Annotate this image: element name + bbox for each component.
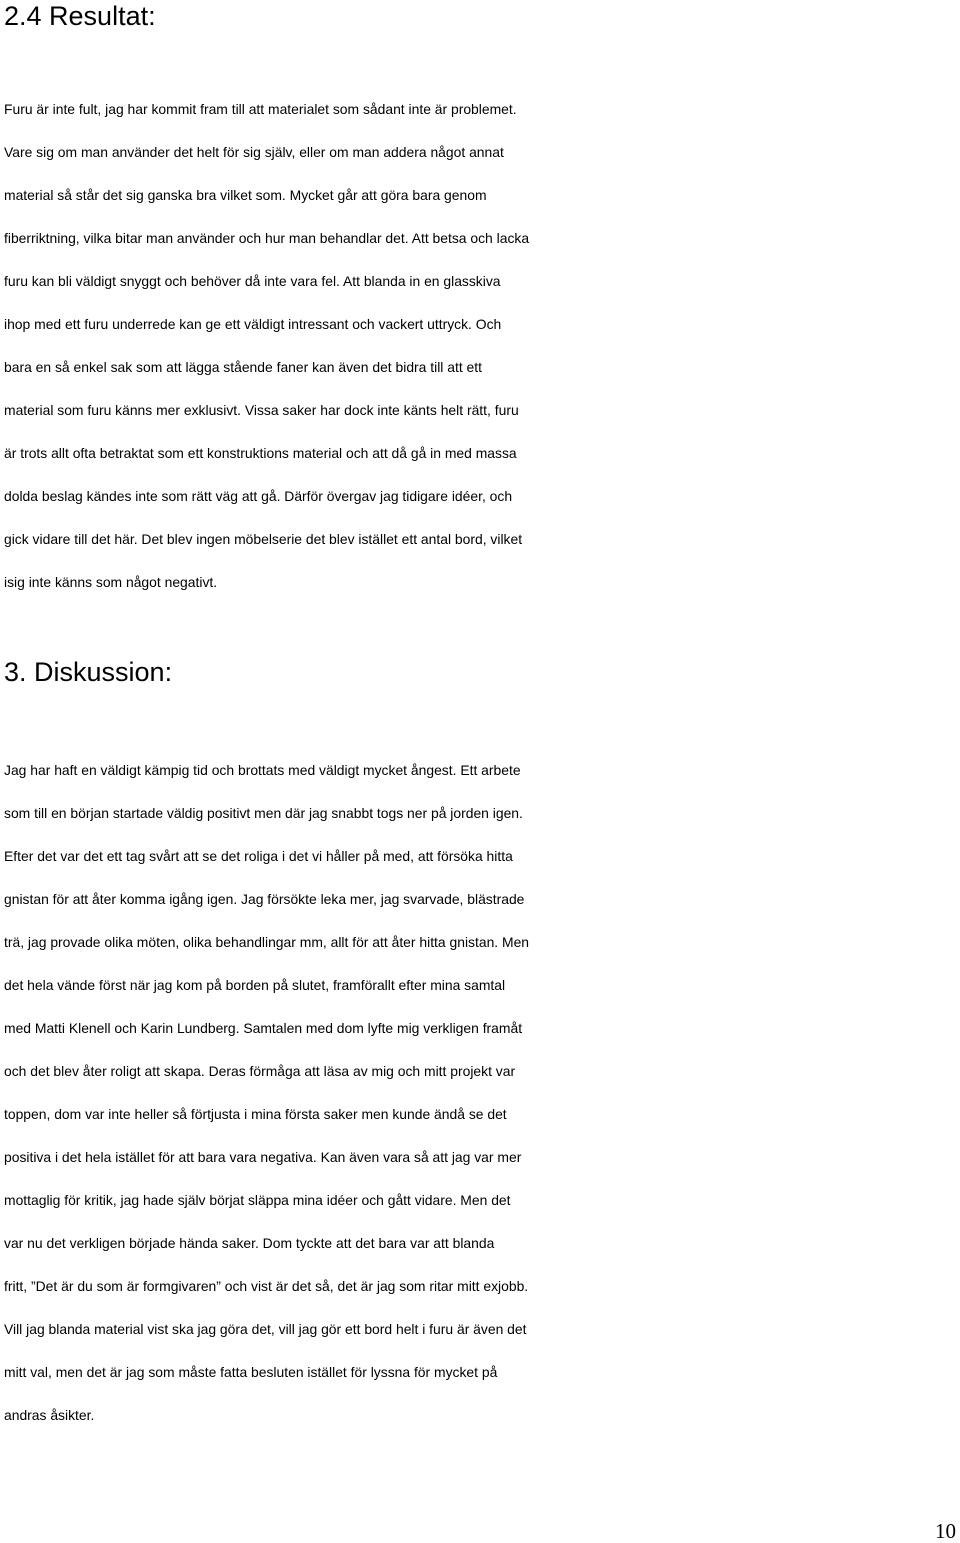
text-line: isig inte känns som något negativt. bbox=[4, 574, 218, 590]
text-line: Vare sig om man använder det helt för sig själv, eller om man addera något annat bbox=[4, 144, 504, 160]
text-line: toppen, dom var inte heller så förtjusta i mina första saker men kunde ändå se det bbox=[4, 1106, 507, 1122]
text-line: mitt val, men det är jag som måste fatta besluten istället för lyssna för mycket på bbox=[4, 1364, 498, 1380]
text-line: ihop med ett furu underrede kan ge ett väldigt intressant och vackert uttryck. Och bbox=[4, 316, 502, 332]
text-line: med Matti Klenell och Karin Lundberg. Samtalen med dom lyfte mig verkligen framåt bbox=[4, 1020, 523, 1036]
text-line: positiva i det hela istället för att bara vara negativa. Kan även vara så att jag var mer bbox=[4, 1149, 522, 1165]
text-line: är trots allt ofta betraktat som ett konstruktions material och att då gå in med massa bbox=[4, 445, 517, 461]
text-line: fritt, ”Det är du som är formgivaren” och vist är det så, det är jag som ritar mitt exjobb. bbox=[4, 1278, 529, 1294]
text-line: Efter det var det ett tag svårt att se det roliga i det vi håller på med, att försöka hitta bbox=[4, 848, 513, 864]
text-line: Furu är inte fult, jag har kommit fram till att materialet som sådant inte är problemet. bbox=[4, 101, 517, 117]
section-heading-diskussion: 3. Diskussion: bbox=[4, 657, 173, 687]
text-line: gnistan för att åter komma igång igen. Jag försökte leka mer, jag svarvade, blästrade bbox=[4, 891, 525, 907]
paragraph-resultat bbox=[4, 88, 956, 604]
text-line: det hela vände först när jag kom på borden på slutet, framförallt efter mina samtal bbox=[4, 977, 506, 993]
text-line: trä, jag provade olika möten, olika behandlingar mm, allt för att åter hitta gnistan. Men bbox=[4, 934, 530, 950]
text-line: material som furu känns mer exklusivt. Vissa saker har dock inte känts helt rätt, furu bbox=[4, 402, 519, 418]
text-line: andras åsikter. bbox=[4, 1407, 95, 1423]
text-line: material så står det sig ganska bra vilket som. Mycket går att göra bara genom bbox=[4, 187, 487, 203]
text-line: fiberriktning, vilka bitar man använder och hur man behandlar det. Att betsa och lacka bbox=[4, 230, 530, 246]
text-line: Vill jag blanda material vist ska jag göra det, vill jag gör ett bord helt i furu är även det bbox=[4, 1321, 527, 1337]
text-line: som till en början startade väldig positivt men där jag snabbt togs ner på jorden igen. bbox=[4, 805, 523, 821]
text-line: Jag har haft en väldigt kämpig tid och brottats med väldigt mycket ångest. Ett arbete bbox=[4, 762, 521, 778]
text-line: och det blev åter roligt att skapa. Deras förmåga att läsa av mig och mitt projekt var bbox=[4, 1063, 516, 1079]
text-line: bara en så enkel sak som att lägga stående faner kan även det bidra till att ett bbox=[4, 359, 482, 375]
page-number: 10 bbox=[935, 1519, 956, 1543]
text-line: dolda beslag kändes inte som rätt väg att gå. Därför övergav jag tidigare idéer, och bbox=[4, 488, 513, 504]
section-heading-resultat: 2.4 Resultat: bbox=[4, 1, 156, 31]
text-line: mottaglig för kritik, jag hade själv börjat släppa mina idéer och gått vidare. Men det bbox=[4, 1192, 511, 1208]
text-line: furu kan bli väldigt snyggt och behöver då inte vara fel. Att blanda in en glasskiva bbox=[4, 273, 501, 289]
text-line: gick vidare till det här. Det blev ingen möbelserie det blev istället ett antal bord, vilket bbox=[4, 531, 523, 547]
paragraph-diskussion bbox=[4, 749, 956, 1437]
text-line: var nu det verkligen började hända saker. Dom tyckte att det bara var att blanda bbox=[4, 1235, 495, 1251]
